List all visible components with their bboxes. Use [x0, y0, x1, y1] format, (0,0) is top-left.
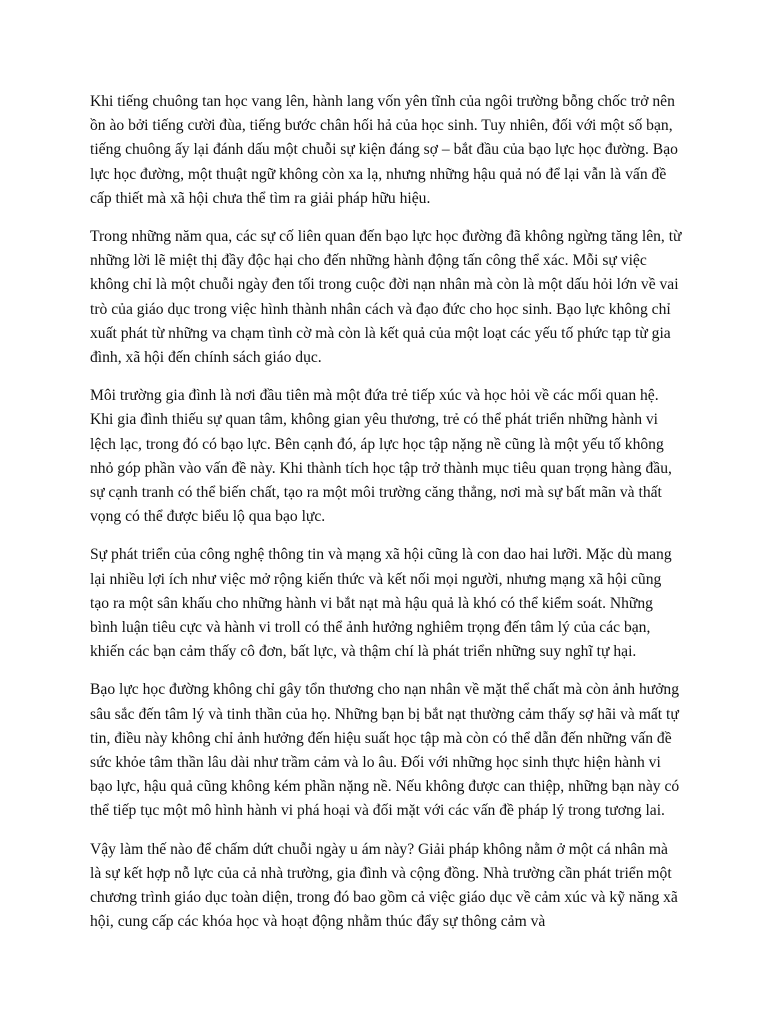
- paragraph-1: Khi tiếng chuông tan học vang lên, hành lang vốn yên tĩnh của ngôi trường bỗng chốc trở nên ồn ào bởi tiếng cười đùa, tiếng bước chân hối hả của học sinh. Tuy nhiên, đối với một số bạn, tiếng chuông ấy lại đánh dấu một chuỗi sự kiện đáng sợ – bắt đầu của bạo lực học đường. Bạo lực học đường, một thuật ngữ không còn xa lạ, nhưng những hậu quả nó để lại vẫn là vấn đề cấp thiết mà xã hội chưa thể tìm ra giải pháp hữu hiệu.: [90, 93, 678, 207]
- paragraph-2: Trong những năm qua, các sự cố liên quan đến bạo lực học đường đã không ngừng tăng lên, từ những lời lẽ miệt thị đầy độc hại cho đến những hành động tấn công thể xác. Mỗi sự việc không chỉ là một chuỗi ngày đen tối trong cuộc đời nạn nhân mà còn là một dấu hỏi lớn về vai trò của giáo dục trong việc hình thành nhân cách và đạo đức cho học sinh. Bạo lực không chỉ xuất phát từ những va chạm tình cờ mà còn là kết quả của một loạt các yếu tố phức tạp từ gia đình, xã hội đến chính sách giáo dục.: [90, 228, 682, 367]
- document-body: [90, 90, 682, 949]
- paragraph-6: Vậy làm thế nào để chấm dứt chuỗi ngày u ám này? Giải pháp không nằm ở một cá nhân mà là sự kết hợp nỗ lực của cả nhà trường, gia đình và cộng đồng. Nhà trường cần phát triển một chương trình giáo dục toàn diện, trong đó bao gồm cả việc giáo dục về cảm xúc và kỹ năng xã hội, cung cấp các khóa học và hoạt động nhằm thúc đẩy sự thông cảm và: [90, 840, 678, 931]
- paragraph-4: Sự phát triển của công nghệ thông tin và mạng xã hội cũng là con dao hai lưỡi. Mặc dù mang lại nhiều lợi ích như việc mở rộng kiến thức và kết nối mọi người, nhưng mạng xã hội cũng tạo ra một sân khấu cho những hành vi bắt nạt mà hậu quả là khó có thể kiểm soát. Những bình luận tiêu cực và hành vi troll có thể ảnh hưởng nghiêm trọng đến tâm lý của các bạn, khiến các bạn cảm thấy cô đơn, bất lực, và thậm chí là phát triển những suy nghĩ tự hại.: [90, 546, 672, 661]
- paragraph-3: Môi trường gia đình là nơi đầu tiên mà một đứa trẻ tiếp xúc và học hỏi về các mối quan hệ. Khi gia đình thiếu sự quan tâm, không gian yêu thương, trẻ có thể phát triển những hành vi lệch lạc, trong đó có bạo lực. Bên cạnh đó, áp lực học tập nặng nề cũng là một yếu tố không nhỏ góp phần vào vấn đề này. Khi thành tích học tập trở thành mục tiêu quan trọng hàng đầu, sự cạnh tranh có thể biến chất, tạo ra một môi trường căng thẳng, nơi mà sự bất mãn và thất vọng có thể được biểu lộ qua bạo lực.: [90, 387, 672, 526]
- paragraph-5: Bạo lực học đường không chỉ gây tổn thương cho nạn nhân về mặt thể chất mà còn ảnh hưởng sâu sắc đến tâm lý và tinh thần của họ. Những bạn bị bắt nạt thường cảm thấy sợ hãi và mất tự tin, điều này không chỉ ảnh hưởng đến hiệu suất học tập mà còn có thể dẫn đến những vấn đề sức khỏe tâm thần lâu dài như trầm cảm và lo âu. Đối với những học sinh thực hiện hành vi bạo lực, hậu quả cũng không kém phần nặng nề. Nếu không được can thiệp, những bạn này có thể tiếp tục một mô hình hành vi phá hoại và đối mặt với các vấn đề pháp lý trong tương lai.: [90, 681, 680, 820]
